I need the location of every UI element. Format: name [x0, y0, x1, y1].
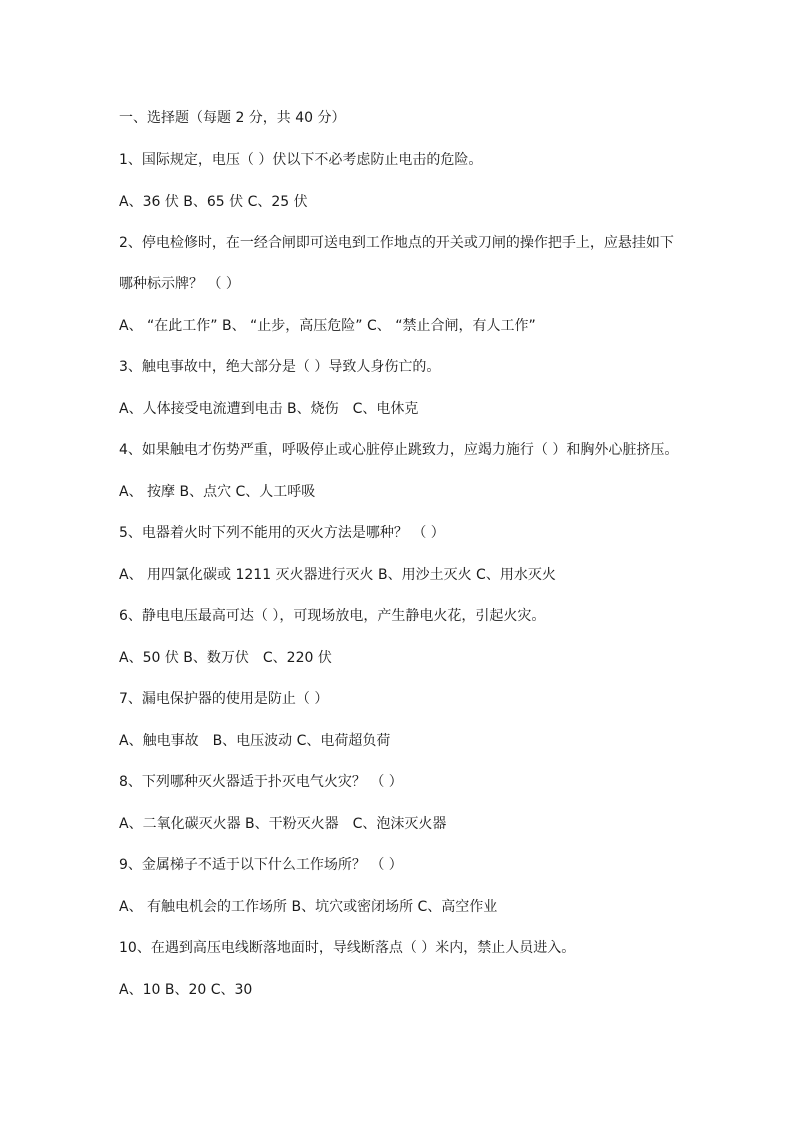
question-4-options: A、 按摩 B、点穴 C、人工呼吸 — [119, 484, 316, 500]
question-3-options: A、人体接受电流遭到电击 B、烧伤 C、电休克 — [119, 401, 419, 417]
question-8-stem: 8、下列哪种灭火器适于扑灭电气火灾？ （ ） — [119, 774, 403, 790]
question-8-options: A、二氧化碳灭火器 B、干粉灭火器 C、泡沫灭火器 — [119, 816, 447, 832]
question-4-stem: 4、如果触电才伤势严重，呼吸停止或心脏停止跳致力，应竭力施行（ ）和胸外心脏挤压。 — [119, 442, 679, 458]
section-title: 一、选择题（每题 2 分，共 40 分） — [119, 110, 346, 126]
question-1-options: A、36 伏 B、65 伏 C、25 伏 — [119, 194, 308, 210]
question-10-options: A、10 B、20 C、30 — [119, 982, 253, 998]
question-7-options: A、触电事故 B、电压波动 C、电荷超负荷 — [119, 733, 391, 749]
question-10-stem: 10、在遇到高压电线断落地面时，导线断落点（ ）米内，禁止人员进入。 — [119, 940, 576, 956]
question-5-stem: 5、电器着火时下列不能用的灭火方法是哪种？ （ ） — [119, 525, 445, 541]
question-1-stem: 1、国际规定，电压（ ）伏以下不必考虑防止电击的危险。 — [119, 152, 483, 168]
question-9-options: A、 有触电机会的工作场所 B、坑穴或密闭场所 C、高空作业 — [119, 899, 498, 915]
question-2-options: A、 “在此工作” B、 “止步，高压危险” C、 “禁止合闸，有人工作” — [119, 318, 536, 334]
question-6-options: A、50 伏 B、数万伏 C、220 伏 — [119, 650, 332, 666]
question-9-stem: 9、金属梯子不适于以下什么工作场所？ （ ） — [119, 857, 403, 873]
question-6-stem: 6、静电电压最高可达（ ），可现场放电，产生静电火花，引起火灾。 — [119, 608, 546, 624]
question-7-stem: 7、漏电保护器的使用是防止（ ） — [119, 691, 329, 707]
question-2-stem-line-2: 哪种标示牌？ （ ） — [119, 276, 240, 292]
question-3-stem: 3、触电事故中，绝大部分是（ ）导致人身伤亡的。 — [119, 359, 441, 375]
question-2-stem-line-1: 2、停电检修时，在一经合闸即可送电到工作地点的开关或刀闸的操作把手上，应悬挂如下 — [119, 235, 674, 251]
question-5-options: A、 用四氯化碳或 1211 灭火器进行灭火 B、用沙土灭火 C、用水灭火 — [119, 567, 556, 583]
